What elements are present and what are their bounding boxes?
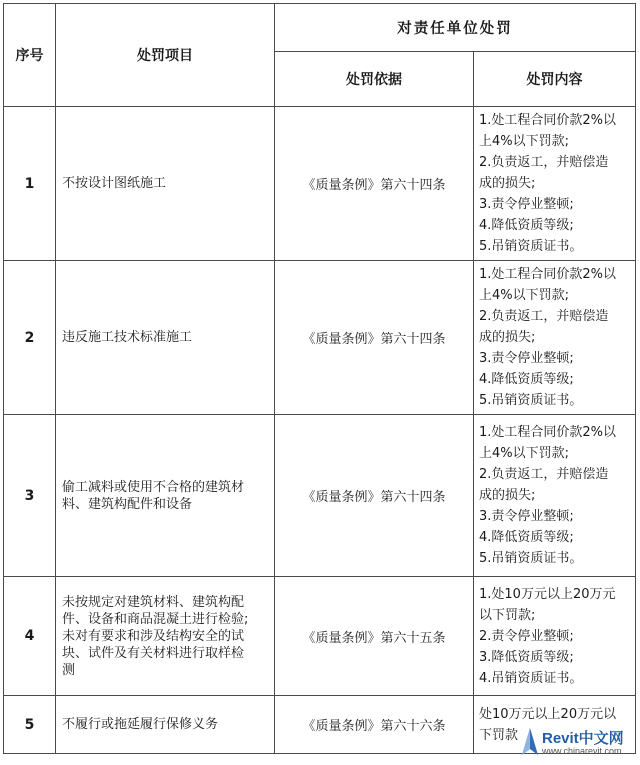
row-item: 违反施工技术标准施工 (56, 261, 275, 415)
row-item: 偷工减料或使用不合格的建筑材 料、建筑构配件和设备 (56, 415, 275, 577)
row-content: 处10万元以上20万元以 下罚款 (474, 696, 636, 754)
watermark-url: www.chinarevit.com (542, 746, 622, 756)
header-basis: 处罚依据 (275, 52, 474, 107)
row-item: 不按设计图纸施工 (56, 107, 275, 261)
table-row (4, 261, 636, 415)
header-content: 处罚内容 (474, 52, 636, 107)
row-content: 1.处工程合同价款2%以 上4%以下罚款; 2.负责返工，并赔偿造 成的损失; 3.责令停业整顿; 4.降低资质等级; 5.吊销资质证书。 (474, 415, 636, 577)
table-row (4, 577, 636, 696)
row-content: 1.处工程合同价款2%以 上4%以下罚款; 2.负责返工，并赔偿造 成的损失; 3.责令停业整顿; 4.降低资质等级; 5.吊销资质证书。 (474, 107, 636, 261)
row-basis: 《质量条例》第六十四条 (275, 415, 474, 577)
row-index: 2 (4, 261, 56, 415)
row-index: 4 (4, 577, 56, 696)
table-row (4, 415, 636, 577)
row-content: 1.处10万元以上20万元 以下罚款; 2.责令停业整顿; 3.降低资质等级; 4.吊销资质证书。 (474, 577, 636, 696)
row-basis: 《质量条例》第六十四条 (275, 107, 474, 261)
header-item: 处罚项目 (56, 4, 275, 107)
row-content: 1.处工程合同价款2%以 上4%以下罚款; 2.负责返工，并赔偿造 成的损失; 3.责令停业整顿; 4.降低资质等级; 5.吊销资质证书。 (474, 261, 636, 415)
row-basis: 《质量条例》第六十四条 (275, 261, 474, 415)
penalty-table (3, 3, 636, 754)
row-index: 3 (4, 415, 56, 577)
row-item: 未按规定对建筑材料、建筑构配 件、设备和商品混凝土进行检验; 未对有要求和涉及结构安全的试 块、试件及有关材料进行取样检 测 (56, 577, 275, 696)
row-index: 5 (4, 696, 56, 754)
row-index: 1 (4, 107, 56, 261)
watermark-logo (520, 725, 632, 761)
row-basis: 《质量条例》第六十六条 (275, 696, 474, 754)
watermark-brand: Revit中文网 (542, 730, 624, 747)
row-basis: 《质量条例》第六十五条 (275, 577, 474, 696)
row-item: 不履行或拖延履行保修义务 (56, 696, 275, 754)
header-index: 序号 (4, 4, 56, 107)
header-group: 对责任单位处罚 (275, 4, 636, 52)
revit-logo-icon (520, 727, 540, 757)
table-row (4, 107, 636, 261)
